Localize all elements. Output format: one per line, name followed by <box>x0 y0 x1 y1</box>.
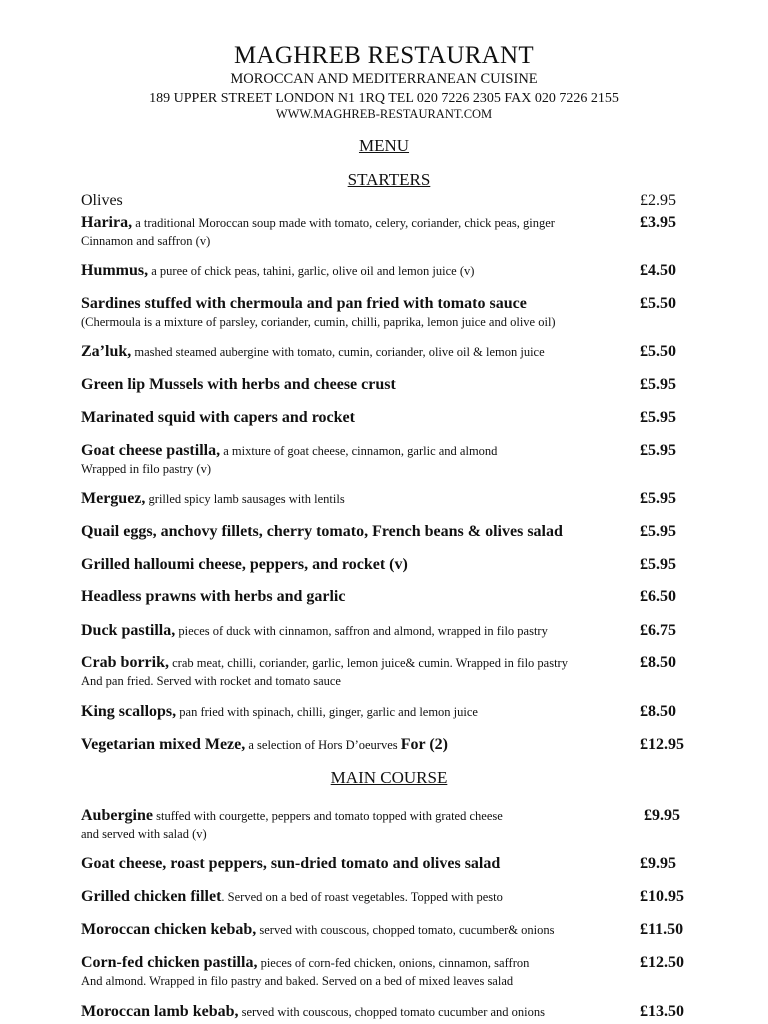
item-description: grilled spicy lamb sausages with lentils <box>145 492 345 506</box>
item-name: Crab borrik, <box>81 654 169 671</box>
item-price: £6.75 <box>640 622 676 639</box>
item-name: Za’luk, <box>81 343 132 360</box>
menu-item <box>81 735 641 755</box>
menu-item-line <box>81 587 641 607</box>
menu-item <box>81 555 641 575</box>
item-description: pan fried with spinach, chilli, ginger, garlic and lemon juice <box>176 705 478 719</box>
item-price: £5.50 <box>640 343 676 360</box>
item-price: £5.95 <box>640 442 676 459</box>
item-name: Olives <box>81 192 123 209</box>
item-price: £5.95 <box>640 376 676 393</box>
item-description: served with couscous, chopped tomato cucumber and onions <box>238 1005 546 1019</box>
item-price: £12.95 <box>640 736 684 753</box>
item-name: King scallops, <box>81 703 177 720</box>
item-name: Hummus, <box>81 262 149 279</box>
item-name: Aubergine <box>81 807 153 824</box>
item-price: £5.95 <box>640 409 676 426</box>
item-name: Vegetarian mixed Meze, <box>81 736 246 753</box>
item-description-continued: and served with salad (v) <box>81 827 207 841</box>
item-description-continued: (Chermoula is a mixture of parsley, coriander, cumin, chilli, paprika, lemon juice and olive oil) <box>81 315 556 329</box>
menu-item <box>81 191 641 211</box>
item-price: £13.50 <box>640 1003 684 1020</box>
item-name: Goat cheese pastilla, <box>81 442 221 459</box>
menu-item-line <box>81 806 641 826</box>
item-price: £5.95 <box>640 556 676 573</box>
item-price: £5.50 <box>640 295 676 312</box>
item-price: £4.50 <box>640 262 676 279</box>
item-description: a selection of Hors D’oeurves <box>245 738 401 752</box>
menu-item <box>81 953 641 989</box>
item-description-continued: And almond. Wrapped in filo pastry and baked. Served on a bed of mixed leaves salad <box>81 974 514 988</box>
menu-item-line <box>81 441 641 461</box>
menu-item-line <box>81 408 641 428</box>
menu-item <box>81 294 641 330</box>
item-name: Sardines stuffed with chermoula and pan fried with tomato sauce <box>81 295 527 312</box>
main-course-heading: MAIN COURSE <box>330 768 448 787</box>
menu-item-line <box>81 702 641 722</box>
menu-item <box>81 522 641 542</box>
item-description: pieces of corn-fed chicken, onions, cinnamon, saffron <box>257 956 530 970</box>
item-description: a puree of chick peas, tahini, garlic, olive oil and lemon juice (v) <box>148 264 475 278</box>
item-description: crab meat, chilli, coriander, garlic, lemon juice& cumin. Wrapped in filo pastry <box>169 656 568 670</box>
item-name: Goat cheese, roast peppers, sun-dried tomato and olives salad <box>81 855 501 872</box>
item-description-continued: Wrapped in filo pastry (v) <box>81 462 212 476</box>
menu-item <box>81 375 641 395</box>
item-name: Headless prawns with herbs and garlic <box>81 588 346 605</box>
address-line: 189 UPPER STREET LONDON N1 1RQ TEL 020 7226 2305 FAX 020 7226 2155 <box>149 91 619 106</box>
item-price: £5.95 <box>640 490 676 507</box>
menu-item <box>81 408 641 428</box>
menu-item-line <box>81 522 641 542</box>
menu-item-line <box>81 1002 641 1022</box>
menu-item-line <box>81 489 641 509</box>
menu-item-line <box>81 294 641 314</box>
item-price: £10.95 <box>640 888 684 905</box>
menu-item-line <box>81 342 641 362</box>
menu-item-line <box>81 920 641 940</box>
item-name: Grilled chicken fillet <box>81 888 222 905</box>
item-description-continued: Cinnamon and saffron (v) <box>81 234 211 248</box>
menu-item <box>81 653 641 689</box>
item-price: £8.50 <box>640 654 676 671</box>
menu-item-line <box>81 735 641 755</box>
menu-item-line <box>81 887 641 907</box>
menu-item <box>81 342 641 362</box>
menu-item <box>81 489 641 509</box>
menu-item <box>81 441 641 477</box>
menu-item <box>81 1002 641 1022</box>
menu-item-line <box>81 375 641 395</box>
menu-item <box>81 887 641 907</box>
starters-heading: STARTERS <box>347 170 431 189</box>
item-price: £8.50 <box>640 703 676 720</box>
item-price: £9.95 <box>644 807 680 824</box>
item-name: Moroccan lamb kebab, <box>81 1003 239 1020</box>
item-description: served with couscous, chopped tomato, cucumber& onions <box>256 923 555 937</box>
item-name: Duck pastilla, <box>81 622 176 639</box>
item-price: £5.95 <box>640 523 676 540</box>
item-name: Marinated squid with capers and rocket <box>81 409 355 426</box>
item-name: Quail eggs, anchovy fillets, cherry tomato, French beans & olives salad <box>81 523 563 540</box>
menu-item <box>81 587 641 607</box>
item-name: Harira, <box>81 214 133 231</box>
item-price: £2.95 <box>640 192 676 209</box>
item-description: a mixture of goat cheese, cinnamon, garlic and almond <box>220 444 498 458</box>
menu-item-line <box>81 555 641 575</box>
menu-item-line <box>81 653 641 673</box>
menu-item-line <box>81 854 641 874</box>
menu-item <box>81 806 641 842</box>
menu-item <box>81 854 641 874</box>
menu-item-line <box>81 213 641 233</box>
menu-item <box>81 702 641 722</box>
item-description: pieces of duck with cinnamon, saffron and almond, wrapped in filo pastry <box>175 624 548 638</box>
menu-item <box>81 213 641 249</box>
menu-item-line <box>81 621 641 641</box>
item-description-continued: And pan fried. Served with rocket and tomato sauce <box>81 674 341 688</box>
item-description: stuffed with courgette, peppers and tomato topped with grated cheese <box>153 809 503 823</box>
item-price: £6.50 <box>640 588 676 605</box>
item-description: . Served on a bed of roast vegetables. Topped with pesto <box>221 890 503 904</box>
menu-item-line <box>81 953 641 973</box>
item-name: Merguez, <box>81 490 146 507</box>
item-price: £3.95 <box>640 214 676 231</box>
item-price: £11.50 <box>640 921 684 938</box>
item-serving: For (2) <box>400 736 449 753</box>
item-name: Grilled halloumi cheese, peppers, and rocket (v) <box>81 556 408 573</box>
item-price: £9.95 <box>640 855 676 872</box>
item-price: £12.50 <box>640 954 684 971</box>
item-description: a traditional Moroccan soup made with tomato, celery, coriander, chick peas, ginger <box>132 216 555 230</box>
menu-item <box>81 621 641 641</box>
menu-item-line <box>81 261 641 281</box>
restaurant-name: MAGHREB RESTAURANT <box>234 42 534 69</box>
menu-item <box>81 261 641 281</box>
item-name: Corn-fed chicken pastilla, <box>81 954 258 971</box>
item-description: mashed steamed aubergine with tomato, cumin, coriander, olive oil & lemon juice <box>131 345 545 359</box>
item-name: Moroccan chicken kebab, <box>81 921 257 938</box>
menu-heading: MENU <box>358 136 410 155</box>
cuisine-subtitle: MOROCCAN AND MEDITERRANEAN CUISINE <box>230 71 538 87</box>
menu-item <box>81 920 641 940</box>
menu-item-line <box>81 191 641 211</box>
website-line: WWW.MAGHREB-RESTAURANT.COM <box>275 107 493 121</box>
item-name: Green lip Mussels with herbs and cheese crust <box>81 376 396 393</box>
